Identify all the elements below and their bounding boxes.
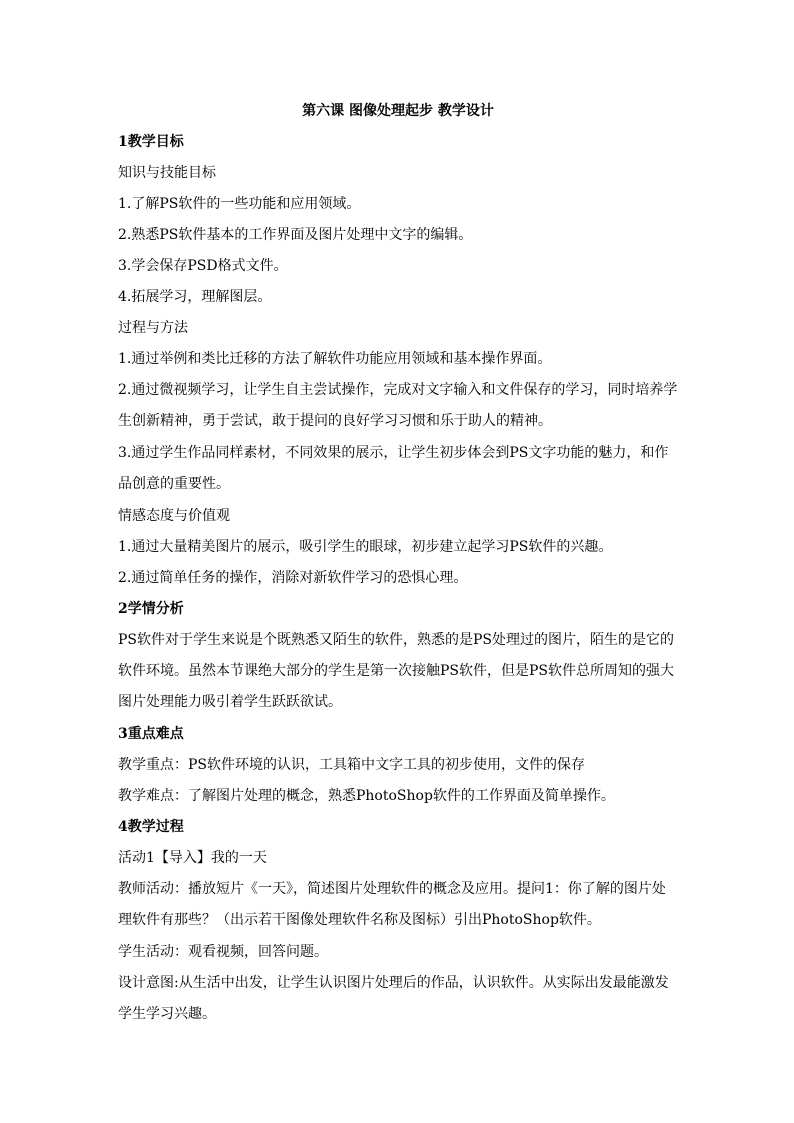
subheading-attitude-values: 情感态度与价值观 (118, 508, 230, 524)
attitude-item: 1.通过大量精美图片的展示，吸引学生的眼球，初步建立起学习PS软件的兴趣。 (118, 539, 613, 555)
subheading-knowledge-skills: 知识与技能目标 (118, 165, 216, 181)
process-item: 3.通过学生作品同样素材，不同效果的展示，让学生初步体会到PS文字功能的魅力，和作品创意的重要性。 (118, 445, 669, 492)
document-page (118, 101, 678, 1036)
difficult-point-text: 教学难点：了解图片处理的概念，熟悉PhotoShop软件的工作界面及简单操作。 (118, 788, 615, 804)
objective-item: 4.拓展学习，理解图层。 (118, 289, 272, 305)
subheading-process-methods: 过程与方法 (118, 320, 188, 336)
process-item: 2.通过微视频学习，让学生自主尝试操作，完成对文字输入和文件保存的学习，同时培养学生创新精神，勇于尝试，敢于提问的良好学习习惯和乐于助人的精神。 (118, 382, 678, 429)
activity-title: 活动1【导入】我的一天 (118, 850, 267, 866)
key-point-text: 教学重点：PS软件环境的认识，工具箱中文字工具的初步使用，文件的保存 (118, 757, 586, 773)
section-heading-teaching-process: 4教学过程 (118, 819, 184, 835)
section-heading-key-difficult: 3重点难点 (118, 726, 184, 742)
design-intent-paragraph: 设计意图:从生活中出发，让学生认识图片处理后的作品，认识软件。从实际出发最能激发学生学习兴趣。 (118, 975, 669, 1022)
student-activity-text: 学生活动：观看视频，回答问题。 (118, 944, 328, 960)
objective-item: 2.熟悉PS软件基本的工作界面及图片处理中文字的编辑。 (118, 227, 473, 243)
attitude-item: 2.通过简单任务的操作，消除对新软件学习的恐惧心理。 (118, 570, 468, 586)
objective-item: 3.学会保存PSD格式文件。 (118, 258, 288, 274)
section-heading-objectives: 1教学目标 (118, 134, 184, 150)
section-heading-learner-analysis: 2学情分析 (118, 601, 184, 617)
process-item: 1.通过举例和类比迁移的方法了解软件功能应用领域和基本操作界面。 (118, 351, 552, 367)
teacher-activity-paragraph: 教师活动：播放短片《一天》，简述图片处理软件的概念及应用。提问1：你了解的图片处理软件有那些？（出示若干图像处理软件名称及图标）引出PhotoShop软件。 (118, 881, 666, 928)
objective-item: 1.了解PS软件的一些功能和应用领域。 (118, 196, 361, 212)
document-title: 第六课 图像处理起步 教学设计 (302, 103, 494, 119)
learner-analysis-paragraph: PS软件对于学生来说是个既熟悉又陌生的软件，熟悉的是PS处理过的图片，陌生的是它的软件环境。虽然本节课绝大部分的学生是第一次接触PS软件，但是PS软件总所周知的强大图片处理能力吸引着学生跃跃欲试。 (118, 632, 675, 710)
